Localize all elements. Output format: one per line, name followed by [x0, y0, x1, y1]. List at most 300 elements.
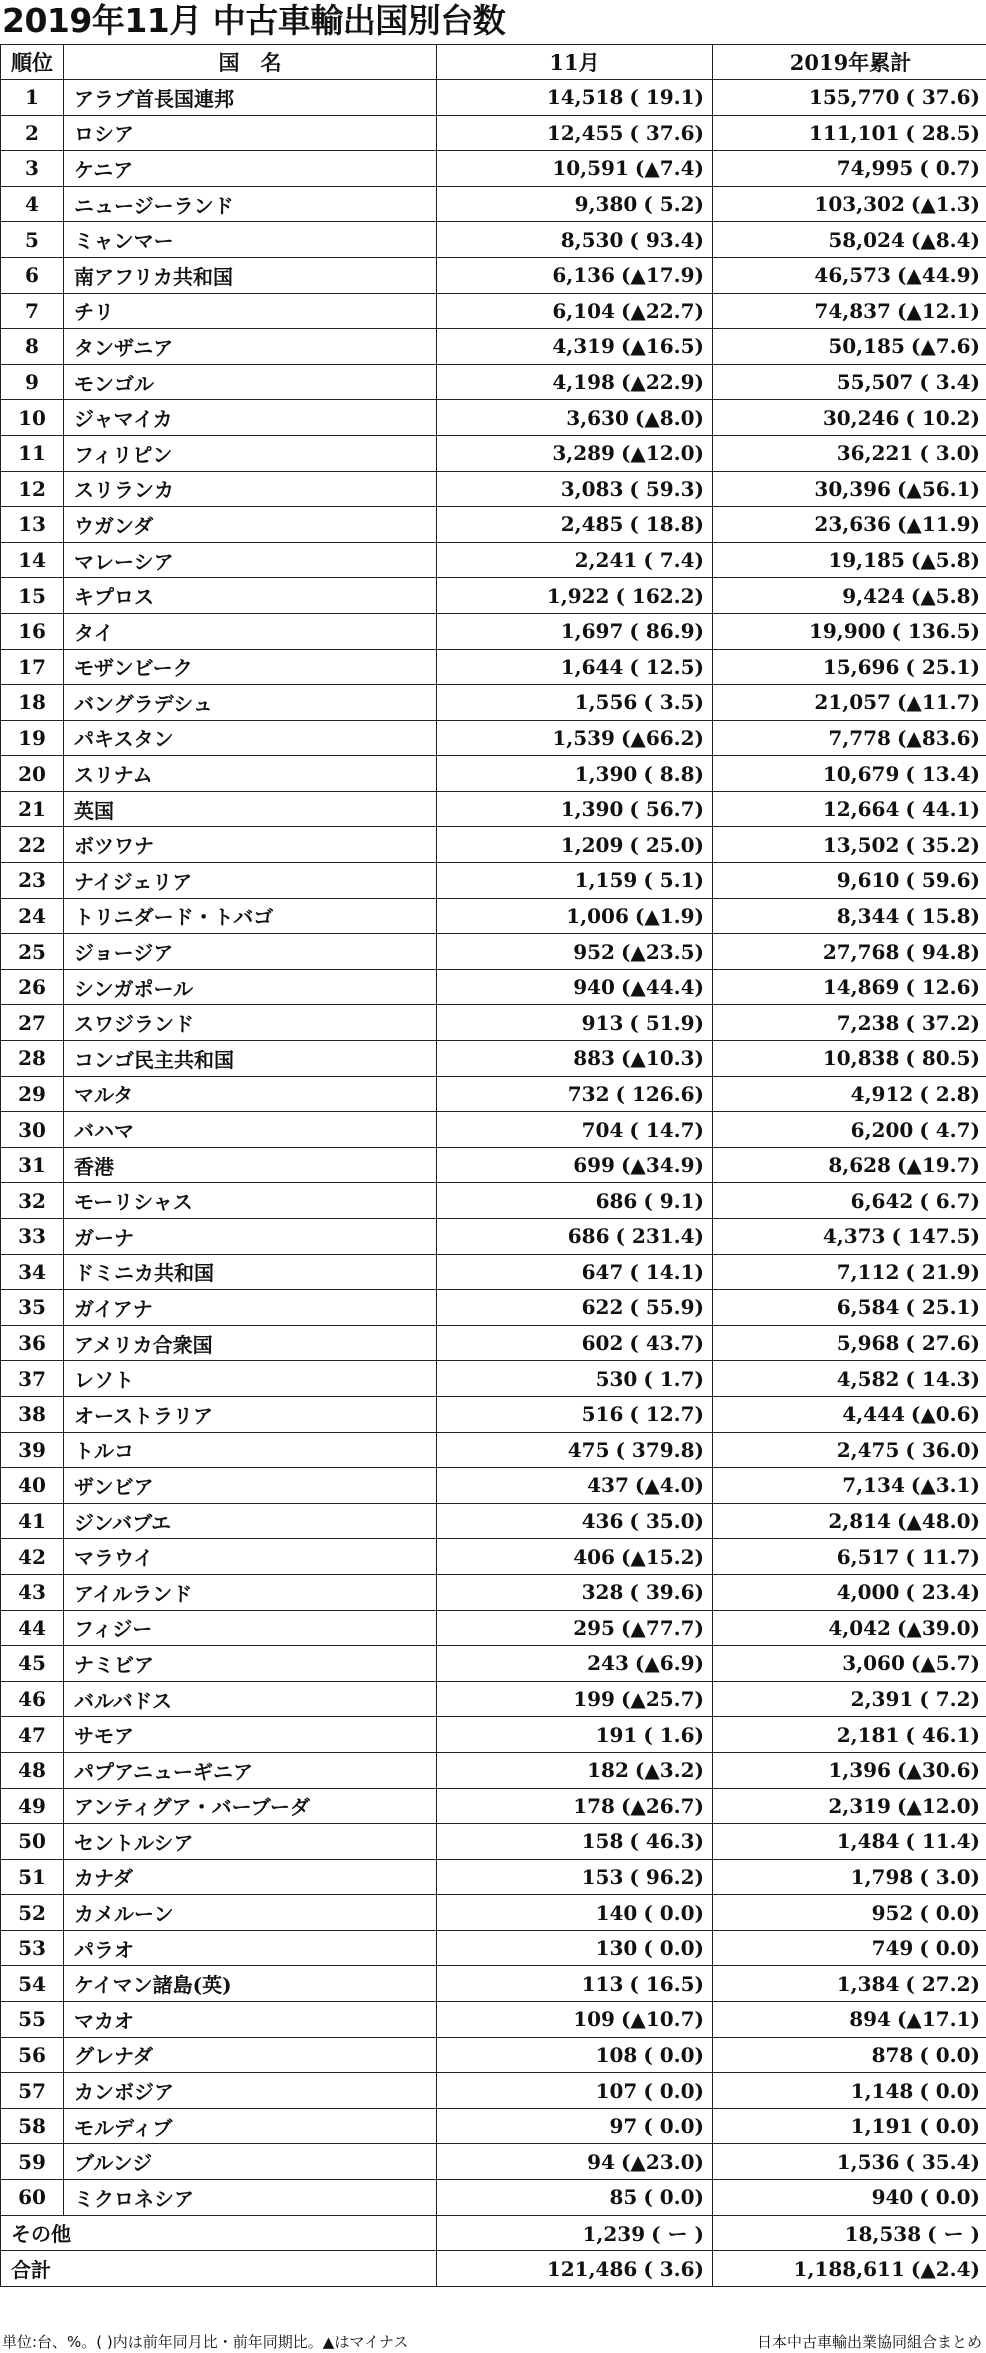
row-rank: 19: [1, 720, 64, 756]
row-november-value: 178: [573, 1793, 615, 1818]
table-row: [1, 863, 986, 899]
row-cumulative-change: (▲12.0): [896, 1793, 980, 1818]
row-rank: 16: [1, 613, 64, 649]
row-november-change: ( 18.8): [629, 512, 704, 537]
footer-note: 単位:台、%。( )内は前年同月比・前年同期比。▲はマイナス: [2, 2333, 409, 2351]
row-country: ナミビア: [64, 1646, 437, 1682]
row-country: フィリピン: [64, 435, 437, 471]
row-november-value: 1,390: [574, 761, 638, 786]
row-november-change: (▲7.4): [634, 156, 704, 181]
row-rank: 1: [1, 80, 64, 116]
row-cumulative-value: 10,838: [822, 1046, 900, 1071]
row-cumulative: [713, 222, 986, 258]
row-november-change: ( 12.7): [629, 1402, 704, 1427]
footer: [0, 2331, 986, 2353]
row-cumulative-value: 3,060: [842, 1651, 905, 1676]
row-november-change: ( 19.1): [629, 85, 704, 110]
row-cumulative-change: (▲44.9): [896, 263, 980, 288]
row-country: アイルランド: [64, 1574, 437, 1610]
row-november: [437, 257, 713, 293]
row-november: [437, 720, 713, 756]
table-row: [1, 613, 986, 649]
row-country: チリ: [64, 293, 437, 329]
row-cumulative: [713, 1361, 986, 1397]
row-cumulative-change: ( 27.2): [905, 1971, 980, 1996]
export-table: [0, 44, 986, 2287]
row-november: [437, 2144, 713, 2180]
row-november-change: (▲23.5): [620, 939, 704, 964]
row-cumulative: [713, 1076, 986, 1112]
row-november-change: (▲25.7): [620, 1687, 704, 1712]
row-cumulative-value: 952: [871, 1900, 914, 1925]
row-rank: 8: [1, 329, 64, 365]
row-rank: 54: [1, 1966, 64, 2002]
row-november-change: ( 55.9): [629, 1295, 704, 1320]
row-rank: 45: [1, 1646, 64, 1682]
row-cumulative-value: 4,000: [836, 1580, 900, 1605]
row-cumulative: [713, 257, 986, 293]
table-row: [1, 542, 986, 578]
row-cumulative: [713, 2073, 986, 2109]
row-november-value: 109: [573, 2007, 615, 2032]
row-country: トリニダード・トバゴ: [64, 898, 437, 934]
table-row: [1, 507, 986, 543]
row-cumulative-change: ( 136.5): [891, 619, 980, 644]
row-november: [437, 1681, 713, 1717]
row-cumulative-change: ( 10.2): [905, 405, 980, 430]
row-november-change: (▲16.5): [620, 334, 704, 359]
other-row-november: [437, 2215, 713, 2251]
row-cumulative: [713, 115, 986, 151]
row-rank: 31: [1, 1147, 64, 1183]
row-rank: 29: [1, 1076, 64, 1112]
row-cumulative-value: 111,101: [808, 120, 900, 145]
row-november-value: 158: [581, 1829, 624, 1854]
row-rank: 17: [1, 649, 64, 685]
row-november: [437, 1717, 713, 1753]
table-row: [1, 222, 986, 258]
row-cumulative-change: ( 0.0): [919, 2185, 980, 2210]
row-november-value: 2,485: [560, 512, 624, 537]
row-cumulative-change: ( 0.0): [919, 2078, 980, 2103]
row-cumulative-change: ( 80.5): [905, 1046, 980, 1071]
table-row: [1, 1895, 986, 1931]
row-cumulative-value: 6,584: [836, 1295, 900, 1320]
row-cumulative: [713, 1147, 986, 1183]
row-november-value: 97: [609, 2114, 638, 2139]
row-november-value: 8,530: [560, 227, 624, 252]
row-cumulative-change: (▲56.1): [896, 476, 980, 501]
row-november-change: ( 0.0): [643, 1936, 704, 1961]
row-cumulative-value: 74,837: [814, 298, 891, 323]
row-cumulative-change: (▲12.1): [896, 298, 980, 323]
row-rank: 44: [1, 1610, 64, 1646]
row-cumulative-value: 30,246: [822, 405, 900, 430]
row-november-value: 437: [587, 1473, 629, 1498]
row-cumulative: [713, 1930, 986, 1966]
row-cumulative-value: 2,814: [828, 1509, 891, 1534]
table-row: [1, 1610, 986, 1646]
row-rank: 56: [1, 2037, 64, 2073]
table-row: [1, 649, 986, 685]
row-november-value: 436: [581, 1509, 624, 1534]
row-country: ジョージア: [64, 934, 437, 970]
row-november: [437, 1859, 713, 1895]
row-country: ジンバブエ: [64, 1503, 437, 1539]
table-row: [1, 1574, 986, 1610]
row-november: [437, 2002, 713, 2038]
row-november-change: ( 12.5): [629, 654, 704, 679]
row-november-value: 1,556: [574, 690, 638, 715]
row-country: モンゴル: [64, 364, 437, 400]
row-november-value: 130: [595, 1936, 638, 1961]
row-country: ケイマン諸島(英): [64, 1966, 437, 2002]
row-november: [437, 1005, 713, 1041]
table-row: [1, 293, 986, 329]
row-cumulative-change: (▲11.9): [896, 512, 980, 537]
row-november-change: (▲22.7): [620, 298, 704, 323]
row-cumulative: [713, 1396, 986, 1432]
row-cumulative: [713, 1503, 986, 1539]
row-november-value: 952: [573, 939, 615, 964]
row-cumulative: [713, 1183, 986, 1219]
row-november: [437, 1112, 713, 1148]
row-november: [437, 2180, 713, 2216]
table-row: [1, 2144, 986, 2180]
row-november-value: 3,630: [566, 405, 629, 430]
row-november-change: (▲34.9): [620, 1153, 704, 1178]
row-country: ミクロネシア: [64, 2180, 437, 2216]
row-cumulative-value: 894: [849, 2007, 891, 2032]
row-november-change: ( 162.2): [615, 583, 704, 608]
table-row: [1, 186, 986, 222]
row-cumulative: [713, 1824, 986, 1860]
row-november-change: ( 0.0): [643, 2078, 704, 2103]
row-rank: 24: [1, 898, 64, 934]
row-november-change: ( 16.5): [629, 1971, 704, 1996]
row-country: マレーシア: [64, 542, 437, 578]
header-november: 11月: [437, 45, 713, 80]
row-cumulative-change: (▲5.7): [910, 1651, 980, 1676]
other-row-label: その他: [1, 2215, 437, 2251]
row-rank: 27: [1, 1005, 64, 1041]
row-cumulative: [713, 1468, 986, 1504]
row-cumulative-value: 749: [871, 1936, 914, 1961]
row-cumulative: [713, 80, 986, 116]
table-row: [1, 1183, 986, 1219]
row-cumulative: [713, 578, 986, 614]
row-cumulative: [713, 1219, 986, 1255]
row-november-change: ( 93.4): [629, 227, 704, 252]
row-november: [437, 1788, 713, 1824]
row-rank: 10: [1, 400, 64, 436]
row-rank: 2: [1, 115, 64, 151]
row-november: [437, 1610, 713, 1646]
row-country: 香港: [64, 1147, 437, 1183]
row-rank: 57: [1, 2073, 64, 2109]
row-cumulative-value: 15,696: [822, 654, 900, 679]
row-cumulative: [713, 720, 986, 756]
row-cumulative-value: 1,484: [836, 1829, 900, 1854]
row-november-change: (▲10.7): [620, 2007, 704, 2032]
row-cumulative-change: (▲7.6): [910, 334, 980, 359]
row-rank: 47: [1, 1717, 64, 1753]
row-country: モザンビーク: [64, 649, 437, 685]
row-november-value: 406: [573, 1544, 615, 1569]
row-rank: 33: [1, 1219, 64, 1255]
row-cumulative-value: 6,642: [850, 1188, 914, 1213]
table-row: [1, 257, 986, 293]
row-november: [437, 1290, 713, 1326]
row-cumulative: [713, 1681, 986, 1717]
row-november: [437, 1895, 713, 1931]
table-row: [1, 364, 986, 400]
row-rank: 3: [1, 151, 64, 187]
row-cumulative-value: 30,396: [814, 476, 891, 501]
row-cumulative: [713, 1788, 986, 1824]
row-november-value: 6,136: [552, 263, 615, 288]
row-november-value: 243: [587, 1651, 629, 1676]
row-rank: 58: [1, 2108, 64, 2144]
row-cumulative-value: 7,778: [828, 725, 891, 750]
row-country: カメルーン: [64, 1895, 437, 1931]
row-november-change: (▲23.0): [620, 2149, 704, 2174]
row-cumulative-value: 7,112: [836, 1259, 900, 1284]
row-cumulative: [713, 329, 986, 365]
row-cumulative: [713, 1646, 986, 1682]
row-cumulative-value: 1,396: [828, 1758, 891, 1783]
table-row: [1, 827, 986, 863]
row-cumulative-value: 6,200: [850, 1117, 914, 1142]
row-cumulative: [713, 1717, 986, 1753]
row-cumulative-change: ( 27.6): [905, 1331, 980, 1356]
row-november-value: 940: [573, 975, 615, 1000]
row-cumulative-change: ( 35.4): [905, 2149, 980, 2174]
total-row-label: 合計: [1, 2251, 437, 2287]
row-november: [437, 1824, 713, 1860]
row-november-value: 622: [581, 1295, 624, 1320]
row-cumulative-value: 1,536: [836, 2149, 900, 2174]
total-row-cumulative-value: 1,188,611: [793, 2256, 905, 2281]
row-november: [437, 1076, 713, 1112]
row-november-change: (▲3.2): [634, 1758, 704, 1783]
row-country: スリナム: [64, 756, 437, 792]
row-november: [437, 1041, 713, 1077]
row-cumulative-value: 1,798: [850, 1864, 914, 1889]
row-november-value: 94: [587, 2149, 615, 2174]
row-country: コンゴ民主共和国: [64, 1041, 437, 1077]
row-november: [437, 2073, 713, 2109]
row-rank: 38: [1, 1396, 64, 1432]
other-row: [1, 2215, 986, 2251]
row-november-value: 1,390: [560, 797, 624, 822]
row-country: シンガポール: [64, 969, 437, 1005]
row-rank: 26: [1, 969, 64, 1005]
other-row-cumulative-value: 18,538: [844, 2222, 922, 2247]
row-cumulative-change: ( 4.7): [919, 1117, 980, 1142]
row-cumulative-change: ( 6.7): [919, 1188, 980, 1213]
row-cumulative: [713, 2108, 986, 2144]
row-rank: 39: [1, 1432, 64, 1468]
row-november-value: 2,241: [574, 548, 638, 573]
row-country: ガーナ: [64, 1219, 437, 1255]
row-cumulative: [713, 1859, 986, 1895]
row-cumulative-value: 4,373: [822, 1224, 886, 1249]
row-november-value: 1,922: [546, 583, 610, 608]
table-row: [1, 791, 986, 827]
row-cumulative-change: ( 25.1): [905, 1295, 980, 1320]
row-country: パキスタン: [64, 720, 437, 756]
row-rank: 37: [1, 1361, 64, 1397]
row-november-value: 108: [595, 2042, 638, 2067]
row-november-change: ( 0.0): [643, 2042, 704, 2067]
row-november-value: 1,697: [560, 619, 624, 644]
row-november: [437, 1432, 713, 1468]
row-cumulative-value: 1,384: [836, 1971, 900, 1996]
row-cumulative-value: 50,185: [828, 334, 905, 359]
row-cumulative-value: 155,770: [808, 85, 900, 110]
row-november-change: (▲17.9): [620, 263, 704, 288]
row-cumulative-change: (▲30.6): [896, 1758, 980, 1783]
row-november: [437, 934, 713, 970]
row-country: マカオ: [64, 2002, 437, 2038]
row-november: [437, 115, 713, 151]
row-november-value: 602: [581, 1331, 624, 1356]
table-row: [1, 80, 986, 116]
table-row: [1, 329, 986, 365]
row-november-change: ( 3.5): [643, 690, 704, 715]
table-row: [1, 1930, 986, 1966]
row-cumulative: [713, 1254, 986, 1290]
table-row: [1, 685, 986, 721]
row-november-change: ( 5.2): [643, 192, 704, 217]
row-rank: 13: [1, 507, 64, 543]
row-november-change: ( 379.8): [615, 1437, 704, 1462]
row-cumulative: [713, 400, 986, 436]
total-row-cumulative-change: (▲2.4): [910, 2256, 980, 2281]
total-row-november: [437, 2251, 713, 2287]
row-november-change: (▲44.4): [620, 975, 704, 1000]
row-country: バングラデシュ: [64, 685, 437, 721]
row-november-value: 6,104: [552, 298, 615, 323]
row-cumulative-value: 13,502: [822, 832, 900, 857]
row-country: ナイジェリア: [64, 863, 437, 899]
row-rank: 42: [1, 1539, 64, 1575]
row-cumulative: [713, 2037, 986, 2073]
row-country: バルバドス: [64, 1681, 437, 1717]
row-november-value: 140: [595, 1900, 638, 1925]
table-row: [1, 1219, 986, 1255]
row-country: モーリシャス: [64, 1183, 437, 1219]
row-cumulative-change: ( 3.4): [919, 370, 980, 395]
row-cumulative-change: ( 94.8): [905, 939, 980, 964]
row-country: レソト: [64, 1361, 437, 1397]
row-november-change: (▲26.7): [620, 1793, 704, 1818]
row-rank: 60: [1, 2180, 64, 2216]
row-cumulative-value: 7,134: [842, 1473, 905, 1498]
row-november-value: 85: [609, 2185, 638, 2210]
row-cumulative-change: (▲1.3): [910, 192, 980, 217]
row-november-value: 699: [573, 1153, 615, 1178]
row-cumulative-change: (▲3.1): [910, 1473, 980, 1498]
row-november: [437, 507, 713, 543]
row-cumulative-change: ( 3.0): [919, 1864, 980, 1889]
row-november-change: (▲77.7): [620, 1615, 704, 1640]
row-november-change: (▲66.2): [620, 725, 704, 750]
row-november-change: ( 46.3): [629, 1829, 704, 1854]
table-row: [1, 2108, 986, 2144]
row-november-change: ( 126.6): [615, 1081, 704, 1106]
row-rank: 22: [1, 827, 64, 863]
row-country: トルコ: [64, 1432, 437, 1468]
row-november: [437, 435, 713, 471]
row-cumulative-change: ( 28.5): [905, 120, 980, 145]
row-cumulative-value: 7,238: [836, 1010, 900, 1035]
row-country: ニュージーランド: [64, 186, 437, 222]
row-cumulative-value: 27,768: [822, 939, 900, 964]
row-november: [437, 1646, 713, 1682]
table-row: [1, 1290, 986, 1326]
row-november: [437, 1468, 713, 1504]
table-row: [1, 1681, 986, 1717]
row-cumulative-change: ( 7.2): [919, 1687, 980, 1712]
table-row: [1, 1824, 986, 1860]
row-cumulative-value: 21,057: [814, 690, 891, 715]
row-november-value: 4,198: [552, 370, 615, 395]
row-november-value: 647: [581, 1259, 624, 1284]
row-november: [437, 863, 713, 899]
row-rank: 43: [1, 1574, 64, 1610]
row-cumulative-change: ( 147.5): [891, 1224, 980, 1249]
row-november-change: ( 96.2): [629, 1864, 704, 1889]
row-november: [437, 186, 713, 222]
other-row-cumulative: [713, 2215, 986, 2251]
row-cumulative: [713, 685, 986, 721]
row-country: グレナダ: [64, 2037, 437, 2073]
row-november: [437, 1966, 713, 2002]
row-november-value: 10,591: [552, 156, 629, 181]
row-rank: 11: [1, 435, 64, 471]
table-row: [1, 720, 986, 756]
row-cumulative: [713, 1432, 986, 1468]
row-country: カナダ: [64, 1859, 437, 1895]
row-november-change: (▲12.0): [620, 441, 704, 466]
table-row: [1, 1325, 986, 1361]
row-rank: 15: [1, 578, 64, 614]
row-cumulative-value: 103,302: [814, 192, 905, 217]
table-row: [1, 1147, 986, 1183]
row-rank: 12: [1, 471, 64, 507]
row-november-value: 1,209: [560, 832, 624, 857]
row-cumulative-change: ( 14.3): [905, 1366, 980, 1391]
row-cumulative-change: (▲11.7): [896, 690, 980, 715]
row-november-value: 1,159: [574, 868, 638, 893]
row-cumulative-change: ( 0.7): [919, 156, 980, 181]
row-november-value: 475: [567, 1437, 610, 1462]
row-november-change: (▲1.9): [634, 903, 704, 928]
row-rank: 18: [1, 685, 64, 721]
row-cumulative-change: (▲19.7): [896, 1153, 980, 1178]
other-row-november-change: ( ー ): [651, 2222, 704, 2247]
row-november-value: 199: [573, 1687, 615, 1712]
table-row: [1, 2180, 986, 2216]
header-country: 国 名: [64, 45, 437, 80]
row-november: [437, 685, 713, 721]
row-november-change: ( 39.6): [629, 1580, 704, 1605]
row-country: モルディブ: [64, 2108, 437, 2144]
row-november: [437, 2108, 713, 2144]
row-cumulative-change: (▲17.1): [896, 2007, 980, 2032]
